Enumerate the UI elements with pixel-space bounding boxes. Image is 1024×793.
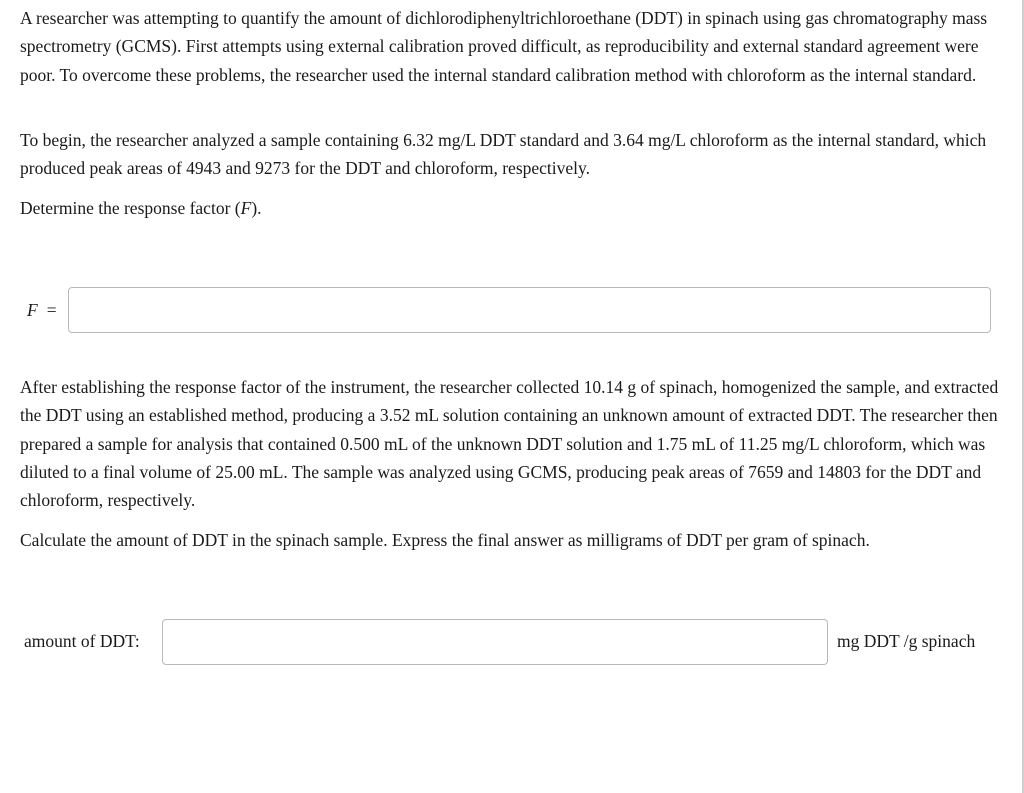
f-label-equals: = (46, 300, 57, 320)
amount-ddt-label: amount of DDT: (24, 631, 140, 651)
f-label-variable: F (27, 300, 38, 320)
response-factor-input[interactable] (68, 287, 991, 333)
question-response-factor (20, 194, 1005, 222)
intro-paragraph: A researcher was attempting to quantify the amount of dichlorodiphenyltrichloroethane (DDT) in spinach using gas chromatography mass spectrometry (GCMS). First attempts using external calibration proved difficult, as reproducibility and external standard agreement were poor. To overcome these problems, the researcher used the internal standard calibration method with chloroform as the internal standard. (20, 8, 988, 85)
question1-variable: F (240, 198, 252, 218)
amount-ddt-unit: mg DDT /g spinach (837, 631, 976, 651)
f-answer-label (27, 300, 57, 321)
question-amount-ddt: Calculate the amount of DDT in the spinach sample. Express the final answer as milligrams of DDT per gram of spinach. (20, 530, 870, 550)
question1-prefix: Determine the response factor ( (20, 198, 241, 218)
amount-ddt-input[interactable] (162, 619, 828, 665)
sample-prep-paragraph: After establishing the response factor of the instrument, the researcher collected 10.14 g of spinach, homogenized the sample, and extracted the DDT using an established method, producing a 3.52 mL solution containing an unknown amount of extracted DDT. The researcher then prepared a sample for analysis that contained 0.500 mL of the unknown DDT solution and 1.75 mL of 11.25 mg/L chloroform, which was diluted to a final volume of 25.00 mL. The sample was analyzed using GCMS, producing peak areas of 7659 and 14803 for the DDT and chloroform, respectively. (20, 377, 999, 511)
question1-suffix: ). (251, 198, 262, 218)
calibration-paragraph: To begin, the researcher analyzed a sample containing 6.32 mg/L DDT standard and 3.64 mg/L chloroform as the internal standard, which produced peak areas of 4943 and 9273 for the DDT and chloroform, respectively. (20, 130, 987, 179)
